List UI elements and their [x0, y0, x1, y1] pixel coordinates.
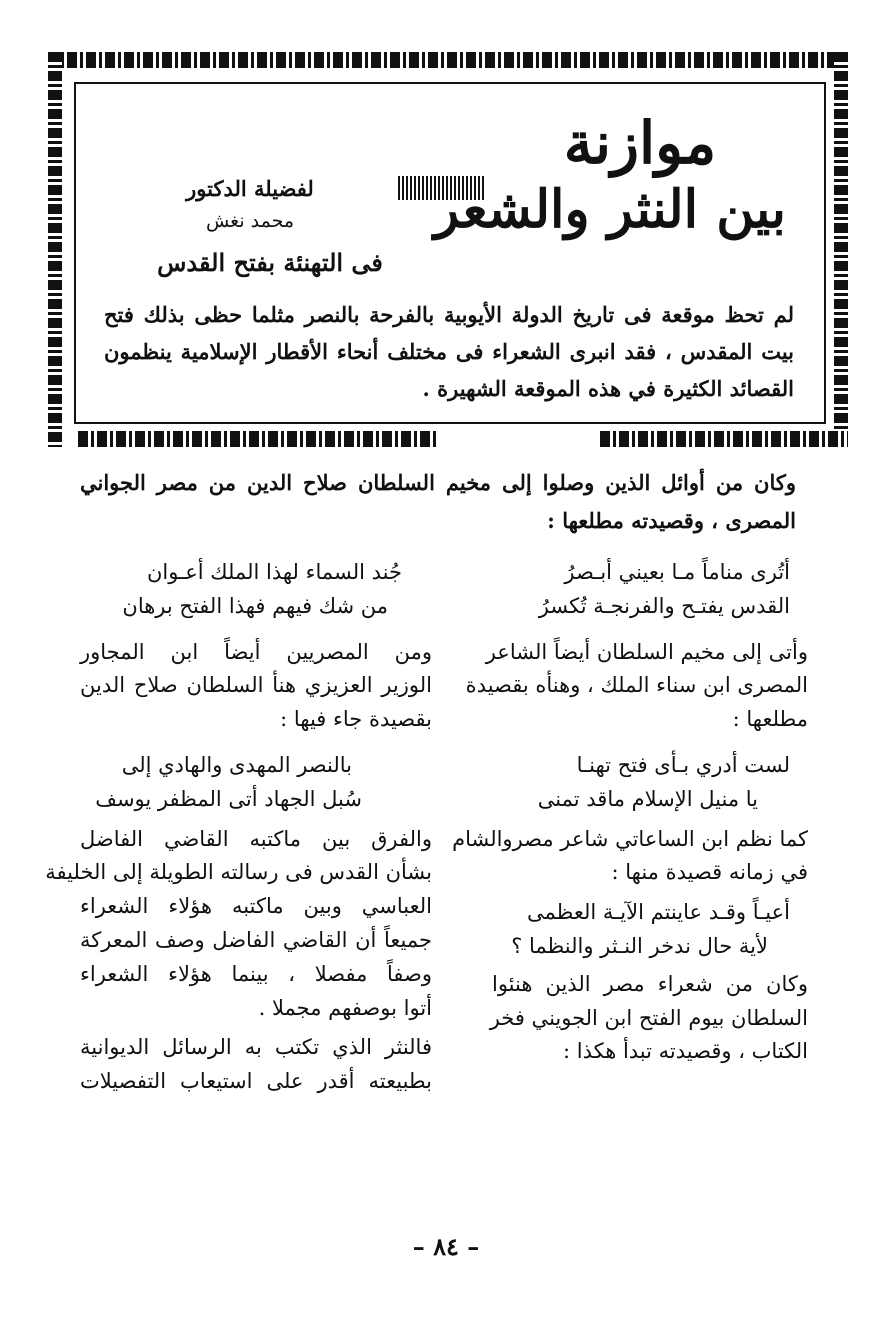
text-line: الوزير العزيزي هنأ السلطان صلاح الدين: [80, 673, 432, 698]
frame-border-bottom-right: [600, 431, 848, 447]
verse-line: بالنصر المهدى والهادي إلى: [121, 752, 352, 777]
text-line: في زمانه قصيدة منها :: [611, 860, 808, 885]
frame-border-left: [48, 52, 62, 447]
article-title: موازنة: [563, 109, 717, 177]
right-column: [452, 556, 808, 1069]
text-line: والفرق بين ماكتبه القاضي الفاضل: [80, 826, 432, 851]
text-line: فالنثر الذي تكتب به الرسائل الديوانية: [80, 1035, 432, 1060]
text-line: جميعاً أن القاضي الفاضل وصف المعركة: [80, 927, 432, 952]
text-line: وكان من شعراء مصر الذين هنئوا: [492, 971, 808, 996]
verse-line: أعيـاً وقـد عاينتم الآيـة العظمى: [526, 900, 790, 925]
text-line: المصرى ابن سناء الملك ، وهنأه بقصيدة: [465, 673, 808, 698]
lead-line: وكان من أوائل الذين وصلوا إلى مخيم السلطان صلاح الدين من مصر الجواني: [80, 470, 796, 495]
text-line: السلطان بيوم الفتح ابن الجويني فخر: [489, 1005, 808, 1030]
text-line: وصفاً مفصلا ، بينما هؤلاء الشعراء: [80, 961, 432, 986]
text-line: ومن المصريين أيضاً ابن المجاور: [80, 639, 432, 664]
text-line: بطبيعته أقدر على استيعاب التفصيلات: [80, 1069, 432, 1094]
page-number: – ٨٤ –: [412, 1232, 480, 1261]
byline-author: محمد نغش: [205, 210, 295, 232]
frame-border-bottom-left: [78, 431, 438, 447]
text-line: العباسي وبين ماكتبه هؤلاء الشعراء: [80, 894, 432, 919]
byline-title: لفضيلة الدكتور: [186, 176, 314, 201]
article-occasion: فى التهنئة بفتح القدس: [157, 248, 383, 277]
text-line: أتوا بوصفهم مجملا .: [258, 995, 432, 1020]
article-subtitle: بين النثر والشعر: [434, 179, 786, 240]
left-column: [45, 556, 432, 1099]
lead-line: المصرى ، وقصيدته مطلعها :: [547, 508, 796, 533]
verse-line: القدس يفتـح والفرنجـة تُكسرُ: [538, 593, 790, 618]
verse-line: يا منيل الإسلام ماقد تمنى: [537, 786, 758, 811]
intro-line: بيت المقدس ، فقد انبرى الشعراء فى مختلف أنحاء الأقطار الإسلامية ينظمون: [104, 339, 794, 364]
verse-line: لأية حال ندخر النـثر والنظما ؟: [511, 933, 768, 958]
text-line: وأتى إلى مخيم السلطان أيضاً الشاعر: [485, 639, 808, 664]
intro-paragraph: [104, 296, 794, 407]
verse-line: أتُرى مناماً مـا بعيني أبـصرُ: [564, 560, 790, 584]
intro-line: القصائد الكثيرة في هذه الموقعة الشهيرة .: [422, 376, 794, 401]
verse-line: لست أدري بـأى فتح تهنـا: [576, 752, 790, 777]
verse-line: من شك فيهم فهذا الفتح برهان: [122, 593, 388, 618]
text-line: بقصيدة جاء فيها :: [280, 707, 432, 732]
verse-line: سُبل الجهاد أتى المظفر يوسف: [95, 786, 362, 811]
text-line: الكتاب ، وقصيدته تبدأ هكذا :: [563, 1039, 808, 1064]
text-line: بشأن القدس فى رسالته الطويلة إلى الخليفة: [45, 860, 432, 885]
text-line: كما نظم ابن الساعاتي شاعر مصروالشام: [452, 826, 808, 851]
frame-border-top: [48, 52, 848, 68]
verse-line: جُند السماء لهذا الملك أعـوان: [146, 560, 402, 584]
intro-line: لم تحظ موقعة فى تاريخ الدولة الأيوبية بالفرحة بالنصر مثلما حظى بذلك فتح: [104, 302, 794, 327]
text-line: مطلعها :: [732, 707, 808, 732]
lead-paragraph: [80, 464, 796, 540]
frame-border-right: [834, 52, 848, 447]
